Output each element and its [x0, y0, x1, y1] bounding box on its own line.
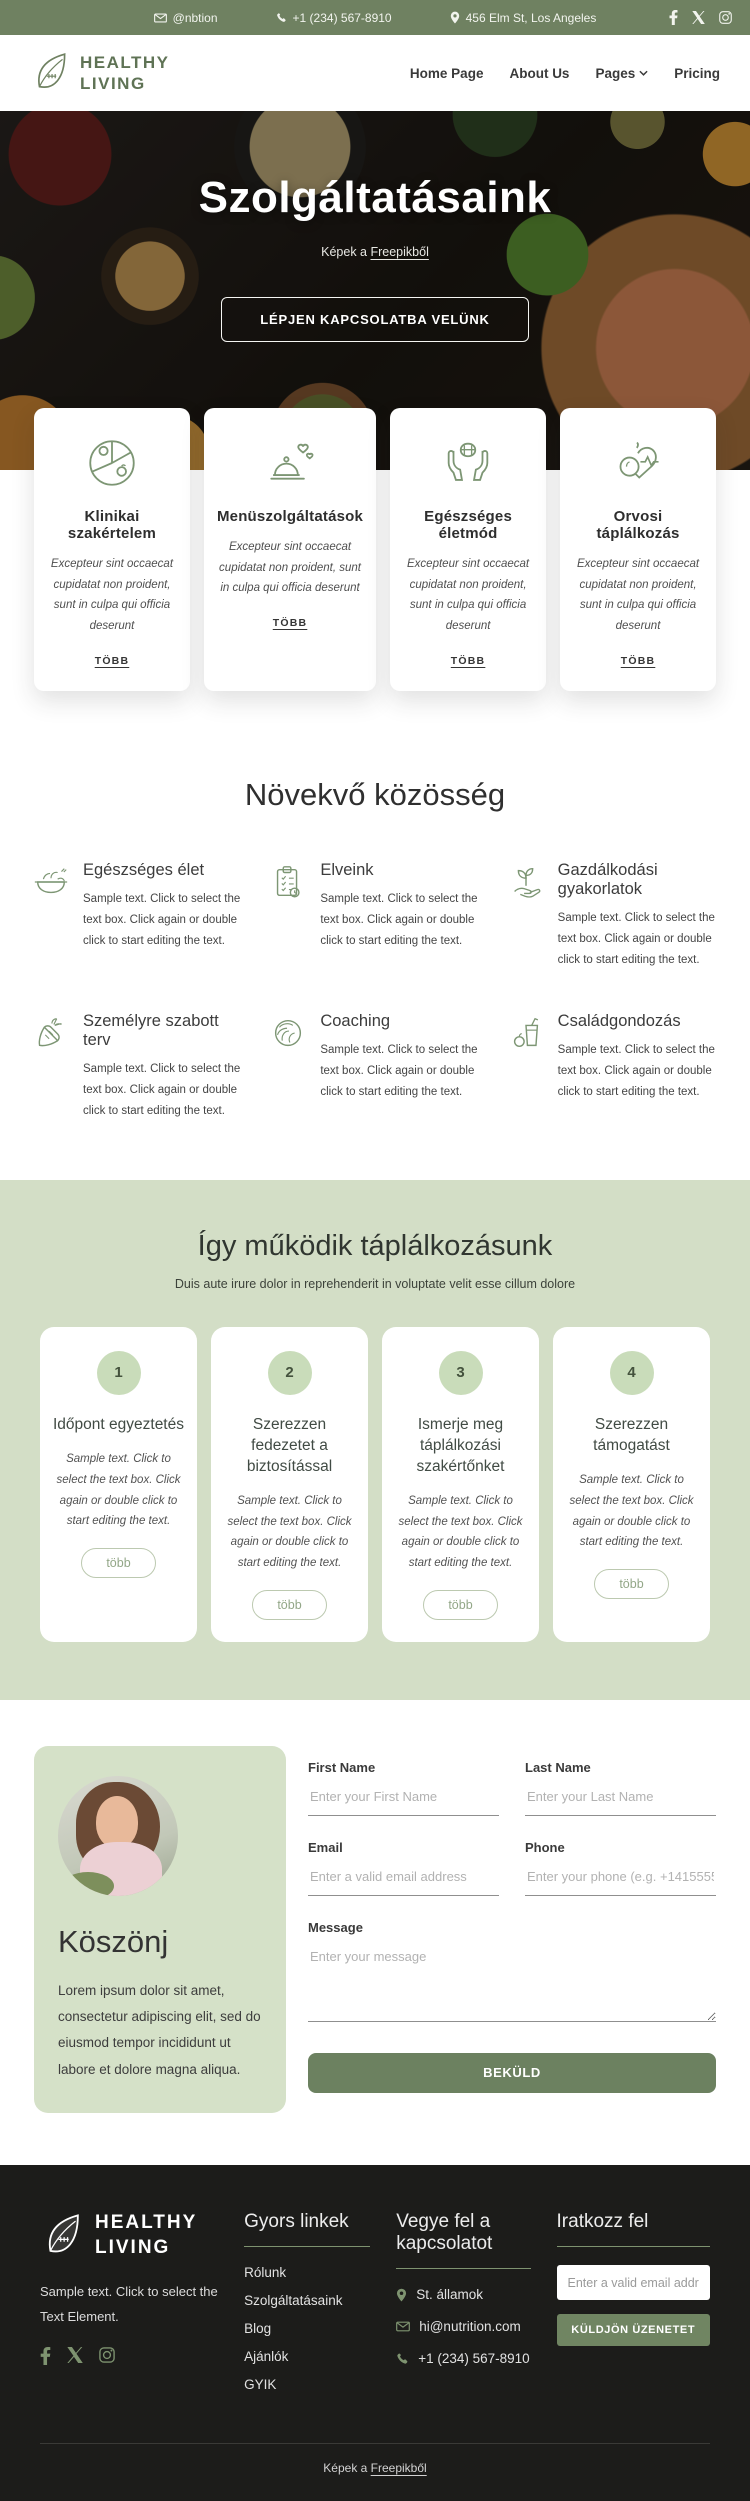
service-card-clinical: [34, 408, 190, 691]
nav-pricing[interactable]: Pricing: [674, 65, 720, 81]
footer-heading-newsletter: Iratkozz fel: [557, 2211, 710, 2247]
contact-cta-button[interactable]: LÉPJEN KAPCSOLATBA VELÜNK: [221, 297, 528, 342]
instagram-icon[interactable]: [99, 2347, 115, 2365]
contact-form: [308, 1746, 716, 2113]
service-card-title: Orvosi táplálkozás: [596, 508, 680, 542]
service-card-text: Excepteur sint occaecat cupidatat non proident, sunt in culpa qui officia deserunt: [219, 541, 361, 595]
feature-title: Coaching: [320, 1011, 391, 1030]
newsletter-submit-button[interactable]: KÜLDJÖN ÜZENETET: [557, 2314, 710, 2346]
footer-heading-contact: Vegye fel a kapcsolatot: [396, 2211, 530, 2269]
service-card-title: Menüszolgáltatások: [216, 508, 364, 525]
section-subtitle: Duis aute irure dolor in reprehenderit in voluptate velit esse cillum dolore: [174, 1277, 576, 1292]
step-more-button[interactable]: több: [252, 1590, 326, 1620]
topbar-address-text: 456 Elm St, Los Angeles: [465, 10, 597, 25]
footer-contact-phone[interactable]: +1 (234) 567-8910: [396, 2351, 530, 2366]
last-name-group: [525, 1760, 716, 1816]
step-number-badge: 3: [439, 1351, 483, 1395]
x-twitter-icon[interactable]: [692, 11, 705, 24]
feature-text: Sample text. Click to select the text box. Click again or double click to start editing the text.: [557, 911, 715, 967]
heart-pulse-apple-icon: [573, 434, 703, 492]
footer-link-faq[interactable]: GYIK: [244, 2377, 277, 2393]
phone-icon: [276, 12, 287, 23]
step-title: Szerezzen fedezetet a biztosítással: [246, 1416, 333, 1476]
service-more-link[interactable]: TÖBB: [94, 654, 130, 667]
step-number-badge: 4: [610, 1351, 654, 1395]
footer-heading-quicklinks: Gyors linkek: [244, 2211, 370, 2247]
page-title: Szolgáltatásaink: [198, 173, 552, 222]
location-pin-icon: [396, 2288, 407, 2302]
feature-text: Sample text. Click to select the text box. Click again or double click to start editing the text.: [320, 1043, 478, 1099]
process-section: [0, 1180, 750, 1700]
feature-title: Elveink: [320, 860, 374, 879]
feature-text: Sample text. Click to select the text box. Click again or double click to start editing the text.: [83, 892, 241, 948]
first-name-group: [308, 1760, 499, 1816]
last-name-label: Last Name: [525, 1759, 591, 1775]
contact-intro-text: Lorem ipsum dolor sit amet, consectetur adipiscing elit, sed do eiusmod tempor incididunt ut labore et dolore magna aliqua.: [58, 1982, 261, 2077]
topbar: [0, 0, 750, 35]
step-more-button[interactable]: több: [423, 1590, 497, 1620]
service-cards-row: [34, 408, 716, 691]
step-number-badge: 1: [97, 1351, 141, 1395]
salad-bowl-icon: [32, 861, 72, 972]
service-more-link[interactable]: TÖBB: [620, 654, 656, 667]
step-title: Ismerje meg táplálkozási szakértőnket: [416, 1416, 505, 1476]
juice-fruit-icon: [507, 1012, 547, 1123]
footer-link-testimonials[interactable]: Ajánlók: [244, 2349, 289, 2365]
nav-about[interactable]: About Us: [509, 65, 570, 81]
feature-title: Családgondozás: [557, 1011, 681, 1030]
leaf-fork-logo-icon: [30, 51, 72, 95]
footer-quicklinks-col: [244, 2211, 370, 2405]
community-section: [0, 691, 750, 1177]
instagram-icon[interactable]: [719, 11, 732, 24]
footer: [0, 2165, 750, 2501]
email-field[interactable]: [308, 1864, 499, 1896]
envelope-icon: [396, 2321, 410, 2332]
nav-home[interactable]: Home Page: [409, 65, 484, 81]
contact-section: [34, 1746, 716, 2113]
step-title: Időpont egyeztetés: [53, 1416, 184, 1434]
leaf-fork-logo-icon: [40, 2212, 86, 2260]
feature-personal-plan: [32, 1012, 243, 1123]
avatar: [58, 1776, 178, 1896]
service-card-lifestyle: [390, 408, 546, 691]
footer-contact-address[interactable]: St. államok: [396, 2287, 530, 2302]
step-number-badge: 2: [268, 1351, 312, 1395]
section-title: Növekvő közösség: [244, 776, 506, 812]
brand-name: HEALTHY LIVING: [80, 52, 170, 93]
step-card-2: [211, 1327, 368, 1642]
topbar-email-text: @nbtion: [172, 10, 218, 25]
step-more-button[interactable]: több: [81, 1548, 155, 1578]
service-card-text: Excepteur sint occaecat cupidatat non proident, sunt in culpa qui officia deserunt: [50, 558, 174, 633]
step-card-1: [40, 1327, 197, 1642]
service-card-text: Excepteur sint occaecat cupidatat non proident, sunt in culpa qui officia deserunt: [576, 558, 700, 633]
feature-title: Személyre szabott terv: [83, 1011, 219, 1049]
nav-pages[interactable]: Pages: [595, 66, 648, 81]
service-card-text: Excepteur sint occaecat cupidatat non proident, sunt in culpa qui officia deserunt: [407, 558, 530, 633]
feature-text: Sample text. Click to select the text box. Click again or double click to start editing the text.: [557, 1043, 715, 1099]
location-pin-icon: [450, 11, 460, 24]
step-card-4: [553, 1327, 710, 1642]
service-card-medical: [560, 408, 716, 691]
email-label: Email: [308, 1839, 343, 1855]
hands-brain-icon: [403, 434, 533, 492]
footer-contact-col: [396, 2211, 530, 2405]
hand-sprout-icon: [507, 861, 547, 972]
last-name-field[interactable]: [525, 1784, 716, 1816]
first-name-label: First Name: [308, 1759, 376, 1775]
topbar-socials: [669, 10, 732, 25]
footer-link-about[interactable]: Rólunk: [244, 2265, 287, 2281]
submit-button[interactable]: BEKÜLD: [308, 2053, 716, 2093]
step-text: Sample text. Click to select the text box. Click again or double click to start editing the text.: [227, 1495, 352, 1570]
feature-title: Gazdálkodási gyakorlatok: [557, 860, 658, 898]
feature-healthy-life: [32, 861, 243, 972]
topbar-phone-text: +1 (234) 567-8910: [292, 10, 392, 25]
facebook-icon[interactable]: [669, 10, 678, 25]
step-title: Szerezzen támogatást: [593, 1416, 670, 1455]
topbar-email-link[interactable]: [154, 11, 218, 25]
freepik-credit-link[interactable]: Freepikből: [370, 2461, 427, 2476]
footer-socials: [40, 2347, 218, 2365]
phone-icon: [396, 2352, 409, 2365]
footer-link-blog[interactable]: Blog: [244, 2321, 272, 2337]
brand-logo[interactable]: [30, 51, 170, 95]
phone-field[interactable]: [525, 1864, 716, 1896]
facebook-icon[interactable]: [40, 2347, 51, 2365]
footer-brand-name: HEALTHY LIVING: [95, 2212, 198, 2258]
x-twitter-icon[interactable]: [67, 2347, 83, 2365]
envelope-icon: [154, 13, 167, 23]
phone-label: Phone: [525, 1839, 565, 1855]
footer-credit: Képek a Freepikből: [40, 2443, 710, 2501]
cloche-hearts-icon: [217, 434, 363, 492]
first-name-field[interactable]: [308, 1784, 499, 1816]
footer-newsletter-col: [557, 2211, 710, 2405]
step-card-3: [382, 1327, 539, 1642]
topbar-address[interactable]: [450, 11, 597, 25]
feature-family-care: [507, 1012, 718, 1123]
footer-text: Sample text. Click to select the Text Element.: [40, 2284, 218, 2324]
step-text: Sample text. Click to select the text box. Click again or double click to start editing the text.: [56, 1453, 181, 1528]
site-header: [0, 35, 750, 111]
service-more-link[interactable]: TÖBB: [272, 617, 308, 630]
freepik-credit-link[interactable]: Freepikből: [370, 245, 429, 259]
message-group: [308, 1920, 716, 2027]
service-more-link[interactable]: TÖBB: [450, 654, 486, 667]
footer-brand-col: [40, 2211, 218, 2405]
step-text: Sample text. Click to select the text box. Click again or double click to start editing the text.: [398, 1495, 523, 1570]
footer-link-services[interactable]: Szolgáltatásaink: [244, 2293, 343, 2309]
feature-farming: [507, 861, 718, 972]
topbar-phone-link[interactable]: [276, 11, 392, 25]
message-label: Message: [308, 1919, 363, 1935]
main-nav: [410, 66, 720, 81]
step-more-button[interactable]: több: [594, 1569, 668, 1599]
image-credit: Képek a Freepikből: [321, 245, 429, 259]
feature-text: Sample text. Click to select the text box. Click again or double click to start editing the text.: [83, 1062, 241, 1118]
message-field[interactable]: [308, 1944, 716, 2022]
contact-heading: Köszönj: [58, 1923, 169, 1959]
step-text: Sample text. Click to select the text box. Click again or double click to start editing the text.: [569, 1474, 694, 1549]
phone-group: [525, 1840, 716, 1896]
plate-globe-icon: [47, 434, 177, 492]
chevron-down-icon: [639, 70, 648, 76]
clipboard-checklist-icon: [269, 861, 309, 972]
section-title: Így működik táplálkozásunk: [197, 1230, 553, 1263]
service-card-menu: [204, 408, 376, 691]
feature-principles: [269, 861, 480, 972]
feature-text: Sample text. Click to select the text box. Click again or double click to start editing the text.: [320, 892, 478, 948]
newsletter-email-input[interactable]: [557, 2265, 710, 2300]
footer-brand-logo[interactable]: [40, 2211, 218, 2260]
email-group: [308, 1840, 499, 1896]
feature-coaching: [269, 1012, 480, 1123]
service-card-title: Egészséges életmód: [424, 508, 513, 542]
contact-intro-card: [34, 1746, 286, 2113]
lettuce-icon: [269, 1012, 309, 1123]
service-card-title: Klinikai szakértelem: [67, 508, 157, 542]
footer-contact-email[interactable]: hi@nutrition.com: [396, 2319, 530, 2334]
carrots-icon: [32, 1012, 72, 1123]
feature-title: Egészséges élet: [83, 860, 205, 879]
